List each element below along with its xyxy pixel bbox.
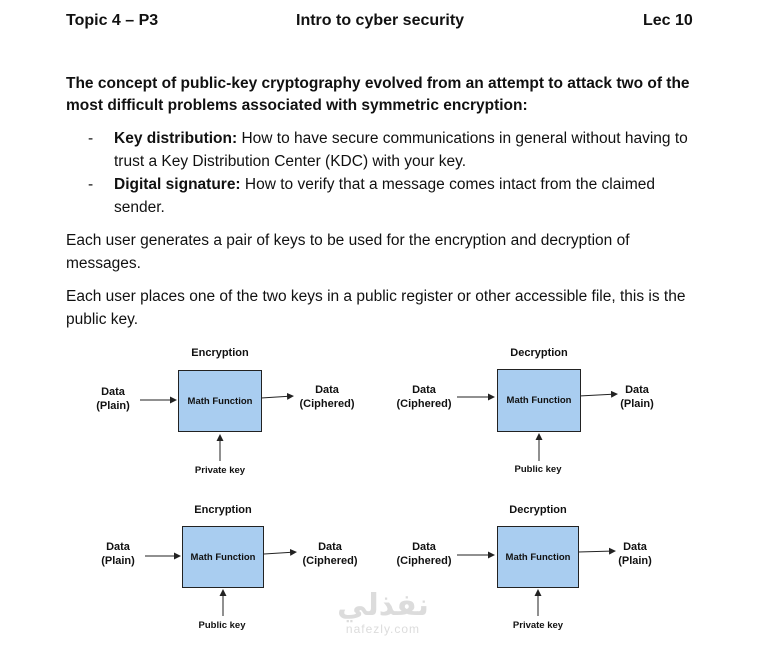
paragraph-key-pair: Each user generates a pair of keys to be used for the encryption and decryption of messages.: [66, 232, 630, 272]
output-arrow: [579, 394, 617, 396]
bullet-dash: -: [88, 130, 94, 147]
key-label: Public key: [198, 620, 246, 631]
paragraph-public-key: Each user places one of the two keys in a public register or other accessible file, this is the public key.: [66, 288, 686, 328]
intro-paragraph: The concept of public-key cryptography evolved from an attempt to attack two of the most difficult problems associated with symmetric encryption:: [66, 75, 690, 114]
bullet-digital-signature: [88, 173, 708, 219]
header-topic: Topic 4 – P3: [66, 12, 159, 29]
math-function-box: Math Function: [497, 526, 579, 588]
output-label: Data (Ciphered): [302, 541, 358, 567]
input-label: Data (Ciphered): [396, 384, 452, 410]
watermark-url: nafezly.com: [345, 622, 421, 636]
math-function-box: Math Function: [497, 369, 581, 432]
watermark: [318, 590, 448, 636]
bullet-list: [88, 127, 708, 219]
input-label: Data (Plain): [101, 541, 135, 567]
bullet-key-distribution: [88, 127, 708, 173]
diagram-title: Decryption: [509, 504, 567, 516]
diagram-title: Decryption: [510, 347, 568, 359]
key-label: Private key: [194, 465, 246, 476]
input-label: Data (Plain): [96, 386, 130, 412]
diagram-title: Encryption: [191, 347, 249, 359]
output-label: Data (Plain): [620, 384, 654, 410]
bullet-text: How to have secure communications in general without having to trust a Key Distribution Center (KDC) with your key.: [114, 130, 688, 170]
output-arrow: [261, 396, 293, 398]
output-arrow: [578, 551, 615, 552]
key-label: Public key: [514, 464, 562, 475]
output-arrow: [264, 552, 296, 554]
header-lecture: Lec 10: [643, 12, 693, 29]
key-label: Private key: [512, 620, 564, 631]
bullet-term: Digital signature:: [114, 176, 241, 193]
bullet-text: How to verify that a message comes intact from the claimed sender.: [114, 176, 655, 216]
bullet-term: Key distribution:: [114, 130, 238, 147]
header-course-title: Intro to cyber security: [296, 12, 465, 29]
diagram-encryption-private: [90, 343, 370, 483]
math-function-box: Math Function: [182, 526, 264, 588]
diagram-title: Encryption: [194, 504, 252, 516]
output-label: Data (Plain): [618, 541, 652, 567]
watermark-arabic: نفذلي: [337, 589, 429, 622]
output-label: Data (Ciphered): [299, 384, 355, 410]
math-function-box: Math Function: [178, 370, 262, 432]
diagram-decryption-public: [395, 343, 675, 483]
input-label: Data (Ciphered): [396, 541, 452, 567]
bullet-dash: -: [88, 176, 94, 193]
